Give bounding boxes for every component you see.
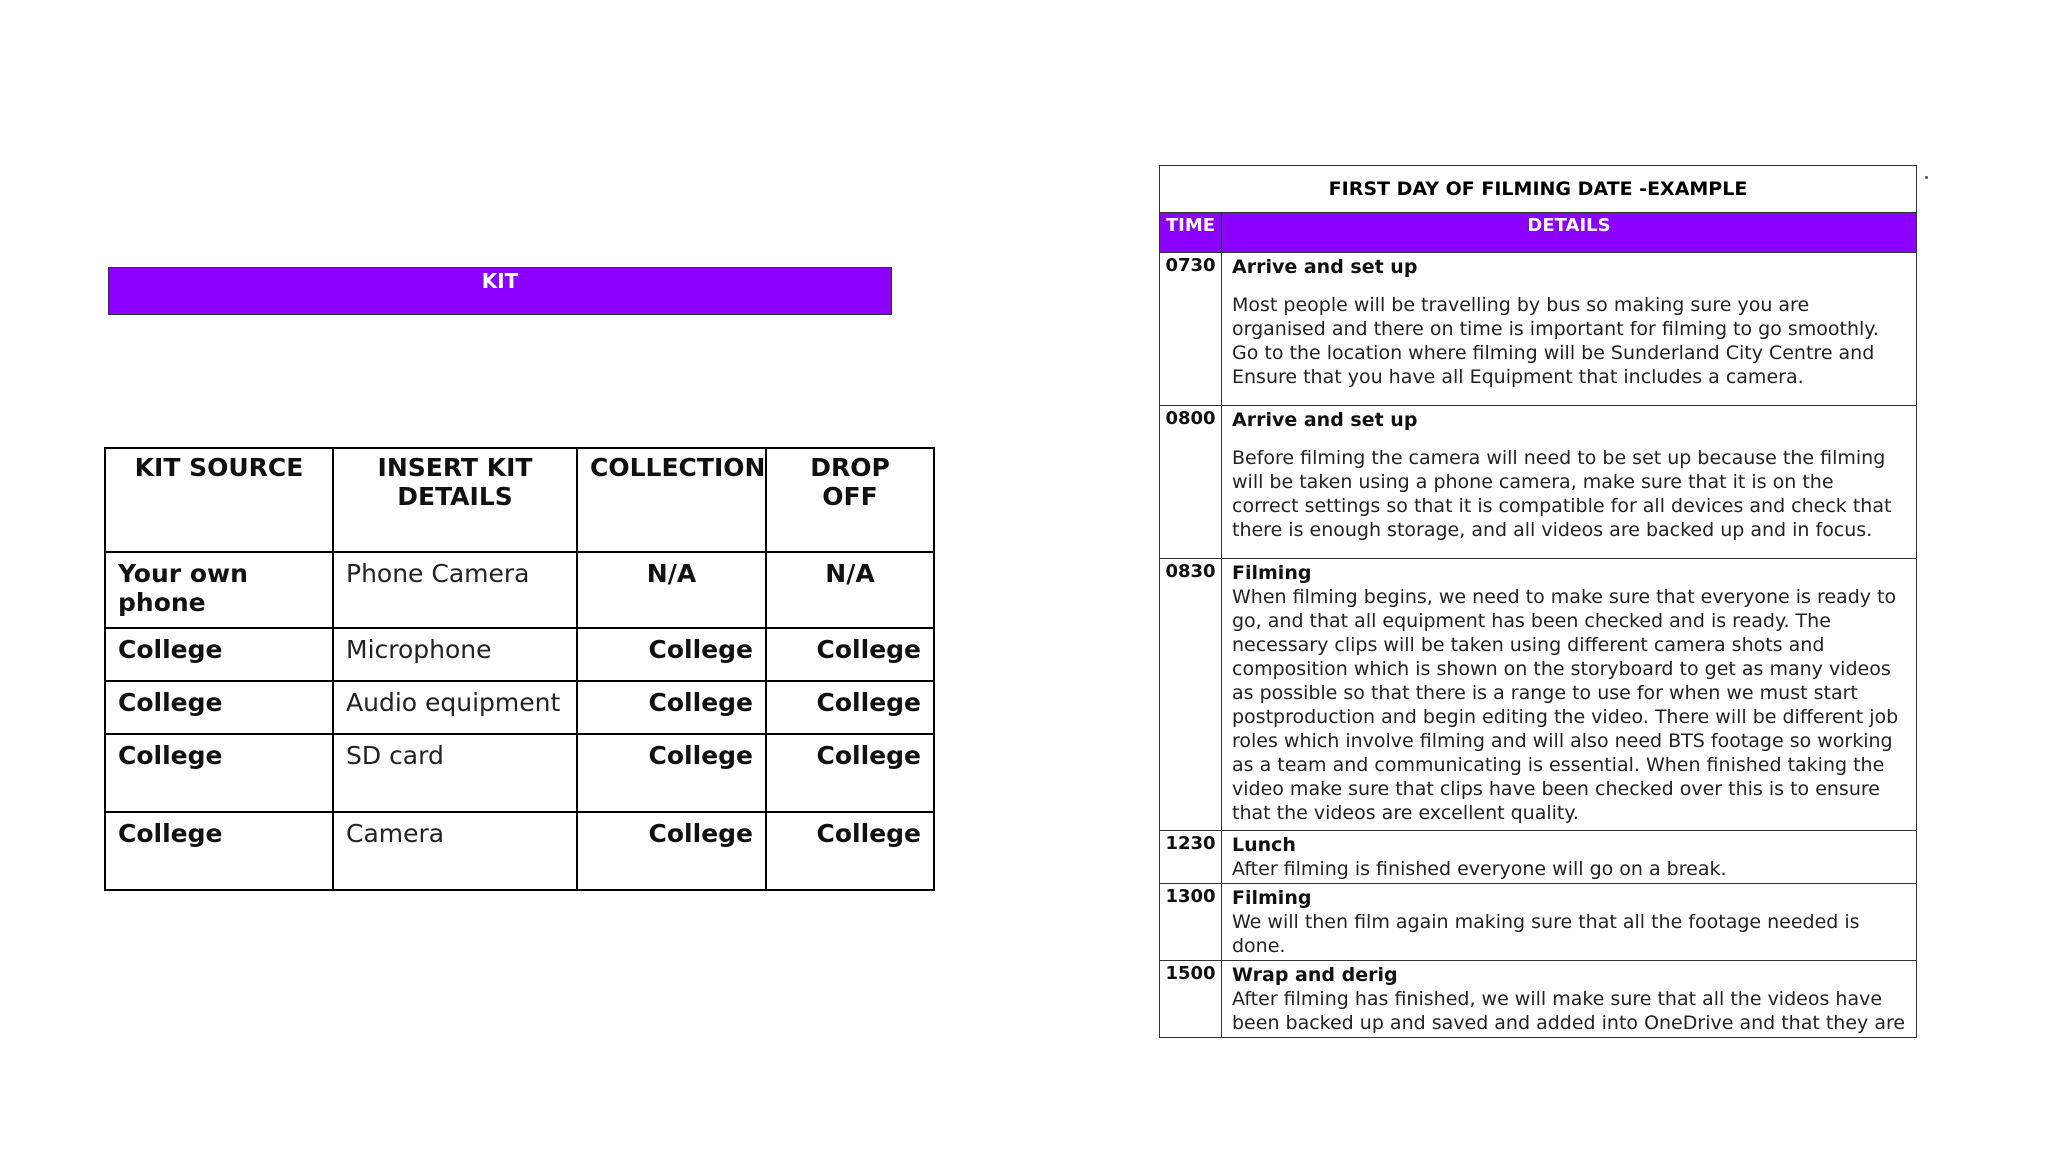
kit-details-cell: Phone Camera <box>333 552 577 628</box>
kit-source-cell: College <box>105 681 333 734</box>
table-row <box>105 812 934 890</box>
schedule-text: After filming has finished, we will make sure that all the videos have been backed up and saved and added into OneDrive and that they are <box>1232 988 1906 1034</box>
schedule-text: After filming is finished everyone will go on a break. <box>1232 858 1727 880</box>
kit-details-cell: Microphone <box>333 628 577 681</box>
stray-dot <box>1925 176 1928 179</box>
schedule-time: 1300 <box>1160 884 1222 961</box>
schedule-time: 0730 <box>1160 253 1222 406</box>
schedule-details <box>1222 884 1917 961</box>
schedule-text: When filming begins, we need to make sure that everyone is ready to go, and that all equipment has been checked and is ready. The necessary clips will be taken using different camera shots and composition which is shown on the storyboard to get as many videos as possible so that there is a range to use for when we must start postproduction and begin editing the video. There will be different job roles which involve filming and will also need BTS footage so working as a team and communicating is essential. When finished taking the video make sure that clips have been checked over this is to ensure that the videos are excellent quality. <box>1232 586 1899 824</box>
table-row <box>105 681 934 734</box>
schedule-header-row <box>1160 213 1917 253</box>
table-row <box>105 552 934 628</box>
schedule-heading: Arrive and set up <box>1232 256 1418 278</box>
schedule-heading: Filming <box>1232 562 1312 584</box>
schedule-table <box>1159 165 1917 1038</box>
schedule-time: 0800 <box>1160 406 1222 559</box>
schedule-row <box>1160 831 1917 884</box>
time-header: TIME <box>1160 213 1222 253</box>
kit-title: KIT <box>481 269 519 293</box>
schedule-time: 1500 <box>1160 961 1222 1038</box>
kit-collection-cell: N/A <box>577 552 766 628</box>
schedule-row <box>1160 961 1917 1038</box>
table-row <box>105 628 934 681</box>
table-row <box>105 734 934 812</box>
schedule-row <box>1160 253 1917 406</box>
kit-collection-cell: College <box>577 734 766 812</box>
details-header: DETAILS <box>1222 213 1917 253</box>
schedule-text: Most people will be travelling by bus so making sure you are organised and there on time is important for filming to go smoothly. Go to the location where filming will be Sunderland City Centre and Ensure that you have all Equipment that includes a camera. <box>1232 294 1879 388</box>
kit-dropoff-cell: College <box>766 734 934 812</box>
schedule-text: We will then film again making sure that all the footage needed is done. <box>1232 911 1860 957</box>
kit-dropoff-cell: College <box>766 628 934 681</box>
schedule-title-row <box>1160 166 1917 213</box>
kit-dropoff-cell: College <box>766 812 934 890</box>
schedule-heading: Lunch <box>1232 834 1296 856</box>
schedule-heading: Filming <box>1232 887 1312 909</box>
schedule-row <box>1160 884 1917 961</box>
kit-details-cell: SD card <box>333 734 577 812</box>
schedule-details <box>1222 253 1917 406</box>
schedule-title: FIRST DAY OF FILMING DATE -EXAMPLE <box>1160 166 1917 213</box>
kit-header-collection: COLLECTION <box>577 448 766 552</box>
kit-table <box>104 447 935 891</box>
kit-source-cell: College <box>105 734 333 812</box>
kit-source-cell: Your own phone <box>105 552 333 628</box>
kit-collection-cell: College <box>577 628 766 681</box>
kit-collection-cell: College <box>577 681 766 734</box>
kit-table-header-row <box>105 448 934 552</box>
kit-header-source: KIT SOURCE <box>105 448 333 552</box>
schedule-heading: Arrive and set up <box>1232 409 1418 431</box>
schedule-details <box>1222 831 1917 884</box>
kit-header-dropoff: DROP OFF <box>766 448 934 552</box>
schedule-heading: Wrap and derig <box>1232 964 1398 986</box>
kit-source-cell: College <box>105 628 333 681</box>
kit-source-cell: College <box>105 812 333 890</box>
kit-details-cell: Audio equipment <box>333 681 577 734</box>
schedule-text: Before filming the camera will need to be set up because the filming will be taken using a phone camera, make sure that it is on the correct settings so that it is compatible for all devices and check that there is enough storage, and all videos are backed up and in focus. <box>1232 447 1892 541</box>
schedule-time: 0830 <box>1160 559 1222 831</box>
schedule-time: 1230 <box>1160 831 1222 884</box>
schedule-details <box>1222 559 1917 831</box>
kit-dropoff-cell: N/A <box>766 552 934 628</box>
schedule-row <box>1160 406 1917 559</box>
schedule-row <box>1160 559 1917 831</box>
kit-collection-cell: College <box>577 812 766 890</box>
kit-details-cell: Camera <box>333 812 577 890</box>
kit-dropoff-cell: College <box>766 681 934 734</box>
kit-title-bar <box>108 267 892 315</box>
schedule-details <box>1222 406 1917 559</box>
schedule-details <box>1222 961 1917 1038</box>
kit-header-details: INSERT KIT DETAILS <box>333 448 577 552</box>
